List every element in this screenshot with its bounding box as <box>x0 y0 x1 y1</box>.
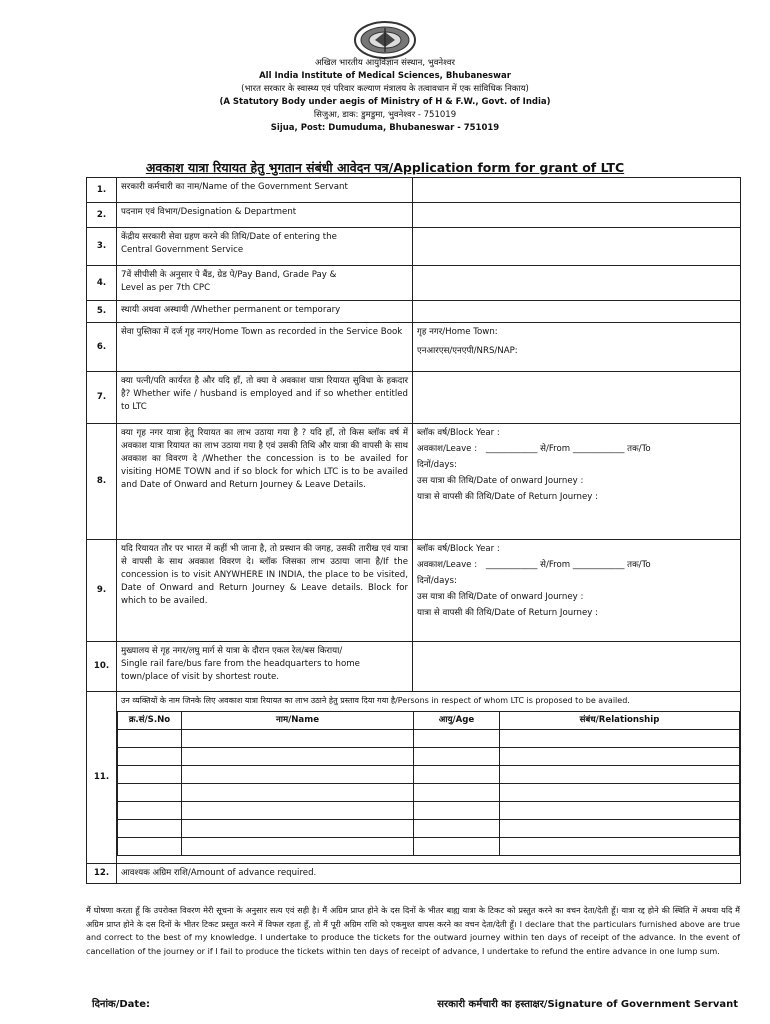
to-label: तक/To <box>627 560 651 570</box>
form-row <box>87 301 741 323</box>
sno-cell[interactable] <box>118 784 182 802</box>
row-label <box>117 266 413 301</box>
from-label: से/From <box>540 444 571 454</box>
onward-journey-label: उस यात्रा की तिथि/Date of onward Journey : <box>417 592 584 602</box>
age-cell[interactable] <box>414 784 500 802</box>
persons-header-row <box>118 712 740 730</box>
sno-cell[interactable] <box>118 766 182 784</box>
row-label: स्थायी अथवा अस्थायी /Whether permanent or temporary <box>117 301 413 323</box>
age-cell[interactable] <box>414 730 500 748</box>
row-label: क्या गृह नगर यात्रा हेतु रियायत का लाभ उठाया गया है ? यदि हाँ, तो किस ब्लॉक वर्ष में अवकाश यात्रा रियायत का लाभ उठाया गया है एवं उसकी तिथि और यात्रा की वापसी के साथ अवकाश का विवरण दे /Whether the concession is to be availed for visiting HOME TOWN and if so block for which LTC is to be availed and Date of Onward and Return Journey & Leave Details. <box>117 424 413 540</box>
person-row <box>118 766 740 784</box>
sno-header: क्र.सं/S.No <box>118 712 182 730</box>
sno-cell[interactable] <box>118 802 182 820</box>
name-header: नाम/Name <box>182 712 414 730</box>
label-line: Single rail fare/bus fare from the headquarters to home town/place of visit by shortest route. <box>121 659 360 682</box>
persons-table <box>117 711 740 856</box>
relationship-cell[interactable] <box>500 748 740 766</box>
person-row <box>118 820 740 838</box>
relationship-cell[interactable] <box>500 730 740 748</box>
answer-cell[interactable] <box>413 266 741 301</box>
label-line: केंद्रीय सरकारी सेवा ग्रहण करने की तिथि/Date of entering the <box>121 232 337 242</box>
answer-cell[interactable] <box>413 372 741 424</box>
answer-cell[interactable] <box>413 178 741 203</box>
row-label: यदि रियायत तौर पर भारत में कहीं भी जाना है, तो प्रस्थान की जगह, उसकी तारीख एवं यात्रा से वापसी के साथ अवकाश विवरण दे। ब्लॉक जिसका लाभ उठाया जाना है/If the concession is to visit ANYWHERE IN INDIA, the place to be visited, Date of Onward and Return Journey & Leave details. Block for which to be availed. <box>117 540 413 642</box>
name-cell[interactable] <box>182 784 414 802</box>
blank-field[interactable]: ____________ <box>572 444 625 454</box>
relationship-cell[interactable] <box>500 802 740 820</box>
row-number: 1. <box>87 178 117 203</box>
advance-amount-cell[interactable] <box>117 864 741 884</box>
form-row <box>87 540 741 642</box>
row-number: 6. <box>87 323 117 372</box>
institute-hindi-name: अखिल भारतीय आयुर्विज्ञान संस्थान, भुवनेश्वर <box>315 58 455 68</box>
name-cell[interactable] <box>182 730 414 748</box>
journey-details-cell[interactable] <box>413 540 741 642</box>
row-number: 9. <box>87 540 117 642</box>
form-row <box>87 642 741 692</box>
person-row <box>118 802 740 820</box>
age-cell[interactable] <box>414 838 500 856</box>
return-journey-label: यात्रा से वापसी की तिथि/Date of Return Journey : <box>417 492 599 502</box>
application-form-table <box>86 177 741 884</box>
statute-english: (A Statutory Body under aegis of Ministry of H & F.W., Govt. of India) <box>219 97 551 107</box>
row-number: 4. <box>87 266 117 301</box>
relationship-cell[interactable] <box>500 784 740 802</box>
return-journey-label: यात्रा से वापसी की तिथि/Date of Return Journey : <box>417 608 599 618</box>
answer-cell[interactable] <box>413 323 741 372</box>
name-cell[interactable] <box>182 802 414 820</box>
sno-cell[interactable] <box>118 838 182 856</box>
statute-hindi: (भारत सरकार के स्वास्थ्य एवं परिवार कल्याण मंत्रालय के तत्वावधान में एक सांविधिक निकाय) <box>241 84 529 94</box>
name-cell[interactable] <box>182 838 414 856</box>
persons-caption: उन व्यक्तियों के नाम जिनके लिए अवकाश यात्रा रियायत का लाभ उठाने हेतु प्रस्ताव दिया गया है/Persons in respect of whom LTC is proposed to be availed. <box>121 696 630 705</box>
name-cell[interactable] <box>182 748 414 766</box>
label-line: Level as per 7th CPC <box>121 283 211 293</box>
row-label: सरकारी कर्मचारी का नाम/Name of the Government Servant <box>117 178 413 203</box>
address-hindi: सिजुआ, डाक: डुमडुमा, भुवनेश्वर - 751019 <box>313 110 457 120</box>
form-row <box>87 864 741 884</box>
row-label <box>117 228 413 266</box>
institute-emblem <box>353 20 417 60</box>
row-label: पदनाम एवं विभाग/Designation & Department <box>117 203 413 228</box>
row-label: सेवा पुस्तिका में दर्ज गृह नगर/Home Town as recorded in the Service Book <box>117 323 413 372</box>
answer-cell[interactable] <box>413 203 741 228</box>
days-label: दिनों/days: <box>417 576 457 586</box>
from-label: से/From <box>540 560 571 570</box>
blank-field[interactable]: ____________ <box>485 444 538 454</box>
relationship-cell[interactable] <box>500 838 740 856</box>
form-row <box>87 323 741 372</box>
address-english: Sijua, Post: Dumuduma, Bhubaneswar - 751019 <box>270 123 500 133</box>
row-number: 7. <box>87 372 117 424</box>
form-title: अवकाश यात्रा रियायत हेतु भुगतान संबंधी आवेदन पत्र/Application form for grant of LTC <box>145 160 625 175</box>
block-year-label: ब्लॉक वर्ष/Block Year : <box>417 428 500 438</box>
age-header: आयु/Age <box>414 712 500 730</box>
label-line: Central Government Service <box>121 245 244 255</box>
answer-cell[interactable] <box>413 301 741 323</box>
label-line: 7वें सीपीसी के अनुसार पे बैंड, ग्रेड पे/Pay Band, Grade Pay & <box>121 270 337 280</box>
relationship-cell[interactable] <box>500 766 740 784</box>
leave-label: अवकाश/Leave : <box>417 560 478 570</box>
onward-journey-label: उस यात्रा की तिथि/Date of onward Journey : <box>417 476 584 486</box>
signature-label: सरकारी कर्मचारी का हस्ताक्षर/Signature of Government Servant <box>437 999 738 1010</box>
age-cell[interactable] <box>414 802 500 820</box>
date-label: दिनांक/Date: <box>92 999 150 1010</box>
row-number: 10. <box>87 642 117 692</box>
answer-cell[interactable] <box>413 228 741 266</box>
row-label: क्या पत्नी/पति कार्यरत है और यदि हाँ, तो क्या वे अवकाश यात्रा रियायत सुविधा के हकदार है? Whether wife / husband is employed and if so whether entitled to LTC <box>117 372 413 424</box>
to-label: तक/To <box>627 444 651 454</box>
answer-cell[interactable] <box>413 642 741 692</box>
row-number: 5. <box>87 301 117 323</box>
block-year-label: ब्लॉक वर्ष/Block Year : <box>417 544 500 554</box>
declaration-text: मैं घोषणा करता हूँ कि उपरोक्त विवरण मेरी सूचना के अनुसार सत्य एवं सही है। मैं अग्रिम प्राप्त होने के दस दिनों के भीतर बाह्य यात्रा के टिकट को प्रस्तुत करने का वचन देता/देती हूँ। यात्रा रद्द होने की स्थिति में अथवा यदि मैं अग्रिम प्राप्त होने के दस दिनों के भीतर टिकट प्रस्तुत करने में विफल रहता हूँ, तो मैं पूरी अग्रिम राशि को एकमुश्त वापस करने का वचन देता/देती हूँ। I declare that the particulars furnished above are true and correct to the best of my knowledge. I undertake to produce the tickets for the outward journey within ten days of receipt of the advance. In the event of cancellation of the journey or if I fail to produce the tickets within ten days of receipt of advance, I undertake to refund the entire advance in one lump sum. <box>86 905 740 956</box>
row-number: 3. <box>87 228 117 266</box>
row-label: आवश्यक अग्रिम राशि/Amount of advance required. <box>121 868 317 878</box>
blank-field[interactable]: ____________ <box>572 560 625 570</box>
home-town-label: गृह नगर/Home Town: <box>417 327 498 337</box>
leave-line <box>417 559 736 572</box>
nrs-nap-label: एनआरएस/एनएपी/NRS/NAP: <box>417 346 518 356</box>
row-number: 8. <box>87 424 117 540</box>
persons-body <box>118 730 740 856</box>
person-row <box>118 730 740 748</box>
row-label <box>117 642 413 692</box>
row-number: 2. <box>87 203 117 228</box>
person-row <box>118 838 740 856</box>
name-cell[interactable] <box>182 766 414 784</box>
label-line: मुख्यालय से गृह नगर/लघु मार्ग से यात्रा के दौरान एकल रेल/बस किराया/ <box>121 646 343 656</box>
row-number: 11. <box>87 692 117 864</box>
relationship-cell[interactable] <box>500 820 740 838</box>
person-row <box>118 748 740 766</box>
blank-field[interactable]: ____________ <box>485 560 538 570</box>
form-row <box>87 692 741 864</box>
form-row <box>87 266 741 301</box>
persons-cell <box>117 692 741 864</box>
row-number: 12. <box>87 864 117 884</box>
days-label: दिनों/days: <box>417 460 457 470</box>
age-cell[interactable] <box>414 748 500 766</box>
relationship-header: संबंध/Relationship <box>500 712 740 730</box>
age-cell[interactable] <box>414 820 500 838</box>
person-row <box>118 784 740 802</box>
age-cell[interactable] <box>414 766 500 784</box>
institute-english-name: All India Institute of Medical Sciences, Bhubaneswar <box>259 71 511 81</box>
form-row <box>87 178 741 203</box>
form-row <box>87 424 741 540</box>
form-row <box>87 203 741 228</box>
sno-cell[interactable] <box>118 730 182 748</box>
leave-label: अवकाश/Leave : <box>417 444 478 454</box>
sno-cell[interactable] <box>118 748 182 766</box>
sno-cell[interactable] <box>118 820 182 838</box>
leave-line <box>417 443 736 456</box>
form-row <box>87 228 741 266</box>
journey-details-cell[interactable] <box>413 424 741 540</box>
name-cell[interactable] <box>182 820 414 838</box>
form-row <box>87 372 741 424</box>
